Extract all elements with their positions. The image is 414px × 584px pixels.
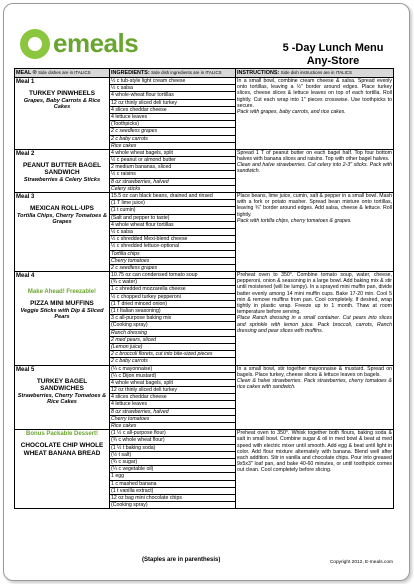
ingredient-item: ½ c peanut or almond butter xyxy=(110,157,235,164)
ingredient-item: 2 c seedless grapes xyxy=(111,264,158,271)
ingredient-item: Cherry tomatoes xyxy=(110,258,235,265)
title-line-1: 5 -Day Lunch Menu xyxy=(282,42,384,54)
meal-side-dishes: Grapes, Baby Carrots & Rice Cakes xyxy=(23,97,101,111)
ingredient-item: 12 oz bag mini chocolate chips xyxy=(110,495,235,502)
ingredients-cell xyxy=(110,365,236,430)
instructions-cell xyxy=(236,430,394,509)
meal-cell xyxy=(15,78,110,150)
ingredient-item: Rice cakes xyxy=(111,142,137,149)
instructions-cell xyxy=(236,365,394,430)
ingredient-item: Rice cakes xyxy=(111,423,137,429)
ingredient-item: 4 whole wheat bagels, split xyxy=(110,380,235,387)
ingredient-item: 15.5 oz can black beans, drained and rinsed xyxy=(110,193,235,200)
ingredient-item: (¼ c Dijon mustard) xyxy=(110,373,235,380)
ingredients-cell xyxy=(110,149,236,192)
instructions-cell xyxy=(236,78,394,150)
meal-side-dishes: Strawberries, Cherry Tomatoes & Rice Cakes xyxy=(17,392,107,406)
ingredient-item: 4 lettuce leaves xyxy=(110,114,235,121)
ingredient-item: (¼ c vegetable oil) xyxy=(110,466,235,473)
ingredient-item: (¼ c mayonnaise) xyxy=(110,366,235,373)
ingredient-item: 4 slices cheddar cheese xyxy=(110,107,235,114)
ingredient-item: 4 slices cheddar cheese xyxy=(110,394,235,401)
meal-name: MEXICAN ROLL-UPS xyxy=(30,205,94,212)
instruction-paragraph: Preheat oven to 350°. Whisk together both flours, baking soda & salt in small bowl. Combine sugar & oil in med bowl & beat at med speed with electric mixer until smooth. Add egg & beat until light in color. Add flour mixture alternately with banana. Blend well after each addition. Stir in vanilla and chocolate chips. Pour into greased 9x5x3" loaf pan, and bake 40-60 minutes, or until toothpick comes out clean. Cool completely before slicing. xyxy=(237,430,392,474)
ingredient-item: 1 c shredded mozzarella cheese xyxy=(110,286,235,293)
ingredient-item: 12 oz thinly sliced deli turkey xyxy=(110,387,235,394)
ingredient-item: 12 oz thinly sliced deli turkey xyxy=(110,100,235,107)
instruction-paragraph: Place beans, lime juice, cumin, salt & pepper in a small bowl. Mash with a fork or potato masher. Spread bean mixture onto tortillas, leaving ¾" border around edges. Add salsa, cheese & lettuce. Roll tightly. xyxy=(237,193,392,218)
ingredient-item: ½ c salsa xyxy=(110,229,235,236)
ingredients-cell xyxy=(110,78,236,150)
meal-cell xyxy=(15,272,110,365)
ingredient-item: 2 c broccoli florets, cut into bite-sized pieces xyxy=(110,351,235,358)
table-header-row xyxy=(15,69,394,78)
ingredient-item: (1 t cumin) xyxy=(110,207,235,214)
ingredients-cell xyxy=(110,272,236,365)
meal-cell xyxy=(15,193,110,272)
ingredient-item: 2 med pears, sliced xyxy=(110,337,235,344)
ingredient-item: ½ c raisins xyxy=(110,171,235,178)
ingredient-item: Tortilla chips xyxy=(110,251,235,258)
meal-name: TURKEY BAGEL SANDWICHES xyxy=(36,377,88,393)
ingredient-item: (Cooking spray) xyxy=(111,502,148,509)
ingredient-item: (1 T lime juice) xyxy=(110,200,235,207)
ingredient-item: 1 c mashed banana xyxy=(110,481,235,488)
ingredient-item: ½ c salsa xyxy=(110,85,235,92)
meal-name: TURKEY PINWHEELS xyxy=(29,90,95,97)
meal-label: Meal 2 xyxy=(16,150,35,157)
meal-label: Meal 5 xyxy=(16,366,35,373)
instruction-paragraph: Clean & halve strawberries. Pack strawberries, cherry tomatoes & rice cakes with sandwich. xyxy=(237,377,392,391)
ingredient-item: (1 t vanilla extract) xyxy=(110,488,235,495)
meal-name: CHOCOLATE CHIP WHOLE WHEAT BANANA BREAD xyxy=(20,442,104,457)
ingredient-item: 3 c all-purpose baking mix xyxy=(110,315,235,322)
title-line-2: Any-Store xyxy=(306,55,360,67)
meal-label: Meal 4 xyxy=(16,273,35,280)
instruction-paragraph: In a small bowl, combine cream cheese & salsa. Spread evenly onto tortillas, leaving a ½" border around edges. Place turkey slices, cheese slices & lettuce leaves on top of each tortilla. Roll tightly. Cut each wrap into 1" pieces crosswise. Use toothpicks to secure. xyxy=(237,78,392,109)
emeals-logo xyxy=(20,28,138,59)
ingredient-item: 2 medium bananas, sliced xyxy=(110,164,235,171)
ingredient-item: 2 c seedless grapes xyxy=(110,128,235,135)
staples-note: (Staples are in parenthesis) xyxy=(142,557,221,563)
instruction-paragraph: Pack with tortilla chips, cherry tomatoes & grapes. xyxy=(237,217,352,224)
ingredient-item: 8 oz strawberries, halved xyxy=(110,409,235,416)
meal-label: Meal 3 xyxy=(16,194,35,200)
header-instructions: INSTRUCTIONS: Side dish instructions are in ITALICS xyxy=(236,69,394,78)
ingredient-item: ½ c shredded lettuce-optional xyxy=(110,243,235,250)
emeals-logo-icon xyxy=(20,29,50,59)
instruction-paragraph: Place Ranch dressing in a small container. Cut pears into slices and sprinkle with lemon juice. Pack broccoli, carrots, Ranch dressing and pear slices with muffins. xyxy=(237,315,392,334)
instruction-paragraph: In a small bowl, stir together mayonnaise & mustard. Spread on bagels. Place turkey, cheese slices & lettuce leaves on bagels. xyxy=(237,365,392,378)
logo-text: emeals xyxy=(53,28,139,58)
instruction-paragraph: Preheat oven to 350°. Combine tomato soup, water, cheese, pepperoni, onion & seasoning in a large bowl. Add baking mix & stir until moistened (will be lumpy). In a sprayed mini muffin pan, divide batter evenly among 14 mini muffin cups. Bake 17-20 min. Cool 5 min & remove muffins from pan. Cool completely. If desired, wrap tightly in plastic wrap. Freeze up to 1 month. Thaw at room temperature before serving. xyxy=(237,272,392,316)
instructions-cell xyxy=(236,272,394,365)
menu-body xyxy=(15,78,394,509)
instruction-paragraph: Pack with grapes, baby carrots, and rice cakes. xyxy=(237,109,346,116)
instruction-paragraph: Clean and halve strawberries. Cut celery into 2-3" sticks. Pack with sandwich. xyxy=(237,162,392,175)
menu-table xyxy=(14,68,394,509)
meal-cell xyxy=(15,365,110,430)
ingredients-cell xyxy=(110,193,236,272)
ingredient-item: (½ t salt) xyxy=(110,452,235,459)
ingredient-item: (¾ c whole wheat flour) xyxy=(110,437,235,444)
ingredient-item: 4 whole-wheat flour tortillas xyxy=(110,92,235,99)
instruction-paragraph: Spread 1 T of peanut butter on each bagel half. Top four bottom halves with banana slices and raisins. Top with other bagel halves. xyxy=(237,149,392,163)
ingredient-item: Celery sticks xyxy=(111,185,141,192)
copyright: Copyright 2012, E-meals.com xyxy=(329,560,393,565)
meal-cell xyxy=(15,149,110,192)
instructions-cell xyxy=(236,193,394,272)
header-ingredients: INGREDIENTS: Side dish ingredients are in ITALICS xyxy=(110,69,236,78)
ingredient-item: 1 egg xyxy=(110,473,235,480)
meal-name: PEANUT BUTTER BAGEL SANDWICH xyxy=(22,161,102,177)
ingredient-item: 8 oz strawberries, halved xyxy=(110,179,235,186)
ingredient-item: ½ c shredded Mexi-blend cheese xyxy=(110,236,235,243)
ingredient-item: 2 c baby carrots xyxy=(110,136,235,143)
ingredient-item: 4 whole wheat bagels, split xyxy=(110,150,235,157)
page-title xyxy=(273,42,393,68)
meal-side-dishes: Strawberries & Celery Sticks xyxy=(23,177,101,184)
ingredient-item: 10.75 oz can condensed tomato soup xyxy=(110,272,235,279)
ingredient-item: (1 t Italian seasoning) xyxy=(110,308,235,315)
ingredient-item: (1 ½ t baking soda) xyxy=(110,445,235,452)
ingredient-item: (1 T dried minced onion) xyxy=(110,301,235,308)
meal-row xyxy=(15,430,394,509)
meal-side-dishes: Veggie Sticks with Dip & Sliced Pears xyxy=(20,307,104,321)
meal-row xyxy=(15,365,394,430)
ingredients-cell xyxy=(110,430,236,509)
meal-side-dishes: Tortilla Chips, Cherry Tomatoes & Grapes xyxy=(16,212,108,226)
ingredient-item: (¾ c water) xyxy=(110,279,235,286)
meal-name: PIZZA MINI MUFFINS xyxy=(30,300,94,308)
ingredient-item: 4 whole wheat flour tortillas xyxy=(110,222,235,229)
ingredient-item: (Salt and pepper to taste) xyxy=(110,215,235,222)
ingredient-item: (1 ½ c all-purpose flour) xyxy=(110,430,235,437)
header-meal: MEAL ® Side dishes are in ITALICS xyxy=(15,69,110,78)
ingredient-item: 2 c baby carrots xyxy=(111,358,148,365)
ingredient-item: 4 lettuce leaves xyxy=(110,401,235,408)
ingredient-item: (Cooking spray) xyxy=(110,322,235,329)
meal-label: Meal 1 xyxy=(16,79,35,85)
ingredient-item: (¾ c sugar) xyxy=(110,459,235,466)
instructions-cell xyxy=(236,149,394,192)
ingredient-item: (Lemon juice) xyxy=(110,344,235,351)
meal-tag: Make Ahead! Freezable! xyxy=(27,289,97,296)
ingredient-item: Ranch dressing xyxy=(110,330,235,337)
meal-row xyxy=(15,193,394,272)
meal-row xyxy=(15,78,394,150)
ingredient-item: ½ c tub-style light cream cheese xyxy=(110,78,235,85)
meal-row xyxy=(15,149,394,192)
meal-tag: Bonus Packable Dessert! xyxy=(25,431,99,438)
ingredient-item: ½ c chopped turkey pepperoni xyxy=(110,294,235,301)
meal-row xyxy=(15,272,394,365)
ingredient-item: Cherry tomatoes xyxy=(110,416,235,423)
ingredient-item: (Toothpicks) xyxy=(110,121,235,128)
meal-cell xyxy=(15,430,110,509)
